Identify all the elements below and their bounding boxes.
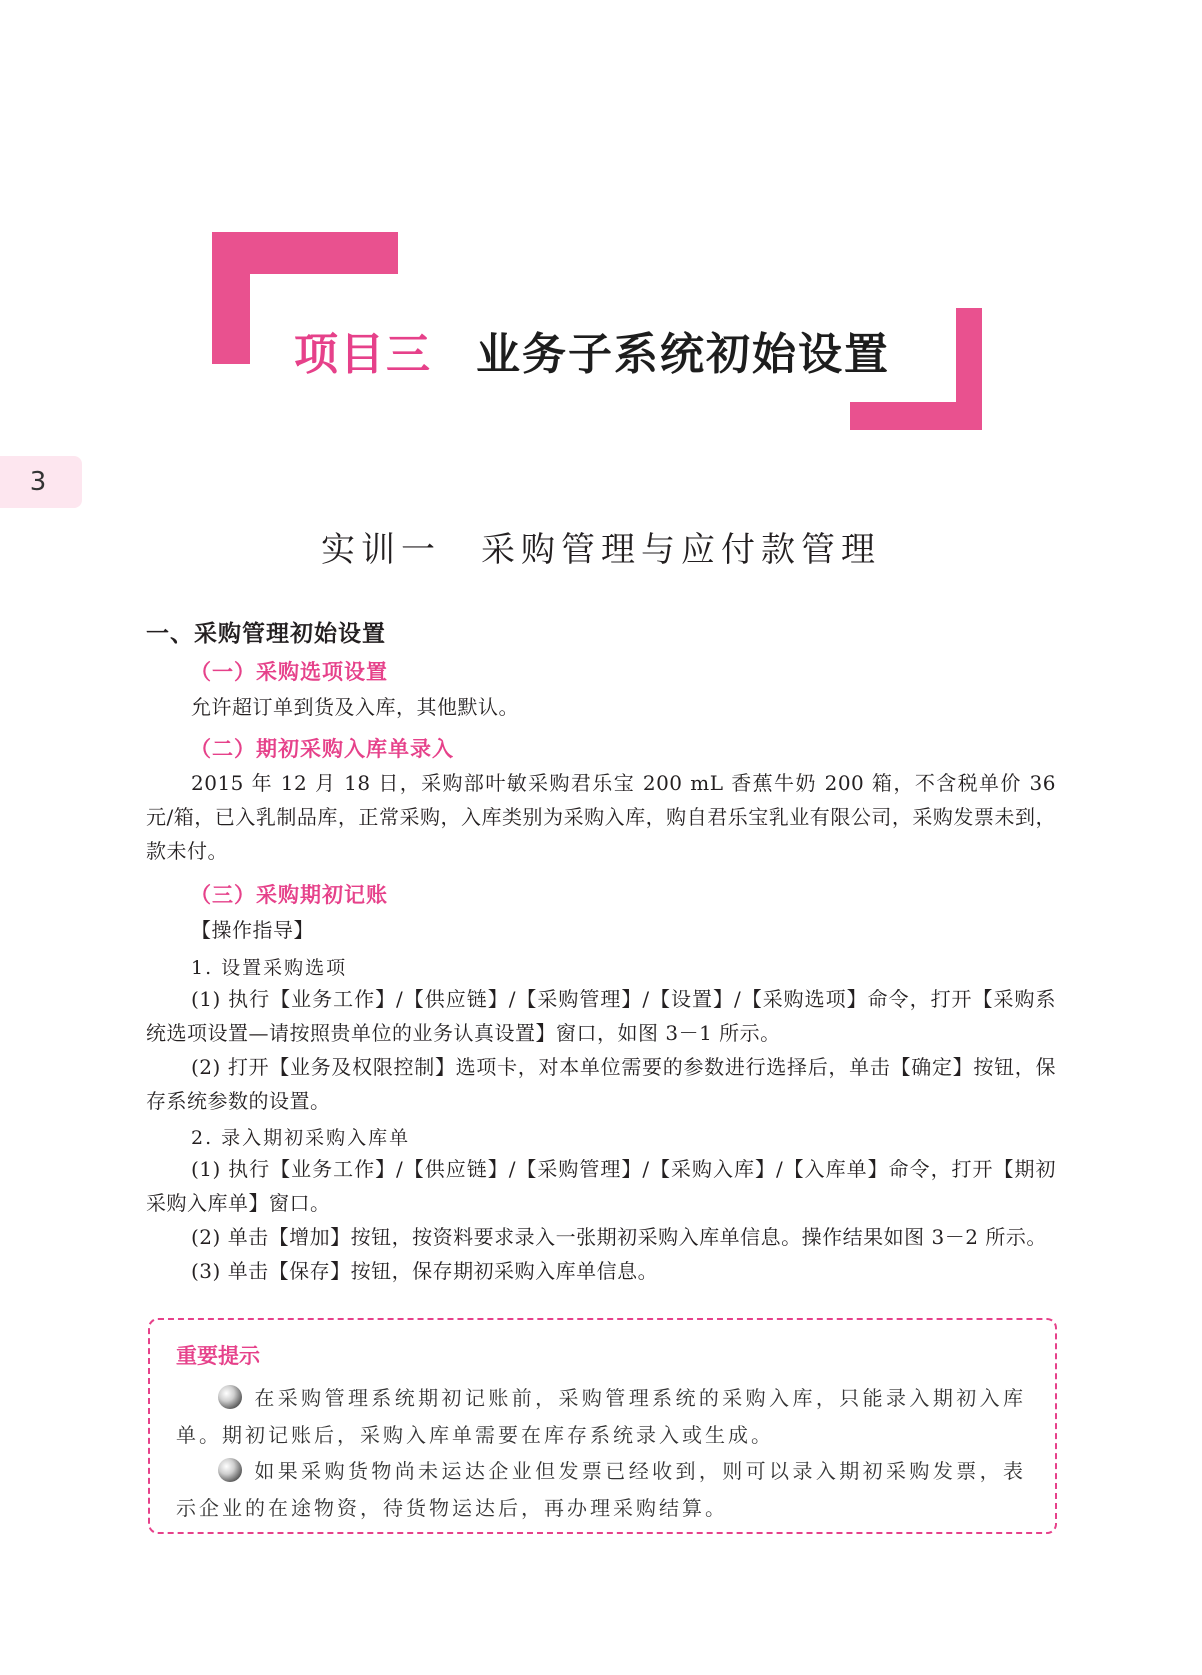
step2-p3: (3) 单击【保存】按钮，保存期初采购入库单信息。 [191,1259,659,1283]
disc-bullet-icon [218,1458,242,1482]
project-name: 业务子系统初始设置 [476,329,890,380]
step1-p1: (1) 执行【业务工作】/【供应链】/【采购管理】/【设置】/【采购选项】命令，打开【采购系统选项设置—请按照贵单位的业务认真设置】窗口，如图 3－1 所示。 [146,987,1056,1045]
important-tip-box [148,1318,1057,1534]
step2-p2: (2) 单击【增加】按钮，按资料要求录入一张期初采购入库单信息。操作结果如图 3－2 所示。 [191,1225,1047,1249]
disc-bullet-icon [218,1385,242,1409]
chapter-tab [0,456,82,508]
step2-title: 2. 录入期初采购入库单 [191,1127,411,1149]
tip-item-1-text: 在采购管理系统期初记账前，采购管理系统的采购入库，只能录入期初入库单。期初记账后，采购入库单需要在库存系统录入或生成。 [176,1386,1026,1447]
training-number: 实训一 [321,530,441,570]
section1-heading: 一、采购管理初始设置 [146,621,386,647]
tip-item-1 [176,1380,1026,1454]
tip-label: 重要提示 [176,1344,260,1368]
step2-p1: (1) 执行【业务工作】/【供应链】/【采购管理】/【采购入库】/【入库单】命令，打开【期初采购入库单】窗口。 [146,1157,1056,1215]
chapter-tab-number: 3 [29,467,47,497]
guide-label: 【操作指导】 [191,918,314,942]
tip-item-2-text: 如果采购货物尚未运达企业但发票已经收到，则可以录入期初采购发票，表示企业的在途物资，待货物运达后，再办理采购结算。 [176,1459,1026,1520]
sub1-text: 允许超订单到货及入库，其他默认。 [191,695,519,719]
title-bracket-top-left-v [212,232,250,364]
tip-item-2 [176,1453,1026,1527]
title-bracket-bottom-right-h [850,402,982,430]
sub2-text: 2015 年 12 月 18 日，采购部叶敏采购君乐宝 200 mL 香蕉牛奶 200 箱，不含税单价 36 元/箱，已入乳制品库，正常采购，入库类别为采购入库，购自君乐宝乳业有限公司，采购发票未到，款未付。 [146,771,1056,863]
project-title [294,318,890,378]
training-name: 采购管理与应付款管理 [481,530,881,570]
project-number: 项目三 [294,329,432,380]
training-title [0,522,1202,571]
sub3-heading: （三）采购期初记账 [190,883,388,907]
step1-p2: (2) 打开【业务及权限控制】选项卡，对本单位需要的参数进行选择后，单击【确定】按钮，保存系统参数的设置。 [146,1055,1056,1113]
sub1-heading: （一）采购选项设置 [190,660,388,684]
sub2-heading: （二）期初采购入库单录入 [190,737,454,761]
step1-title: 1. 设置采购选项 [191,957,348,979]
